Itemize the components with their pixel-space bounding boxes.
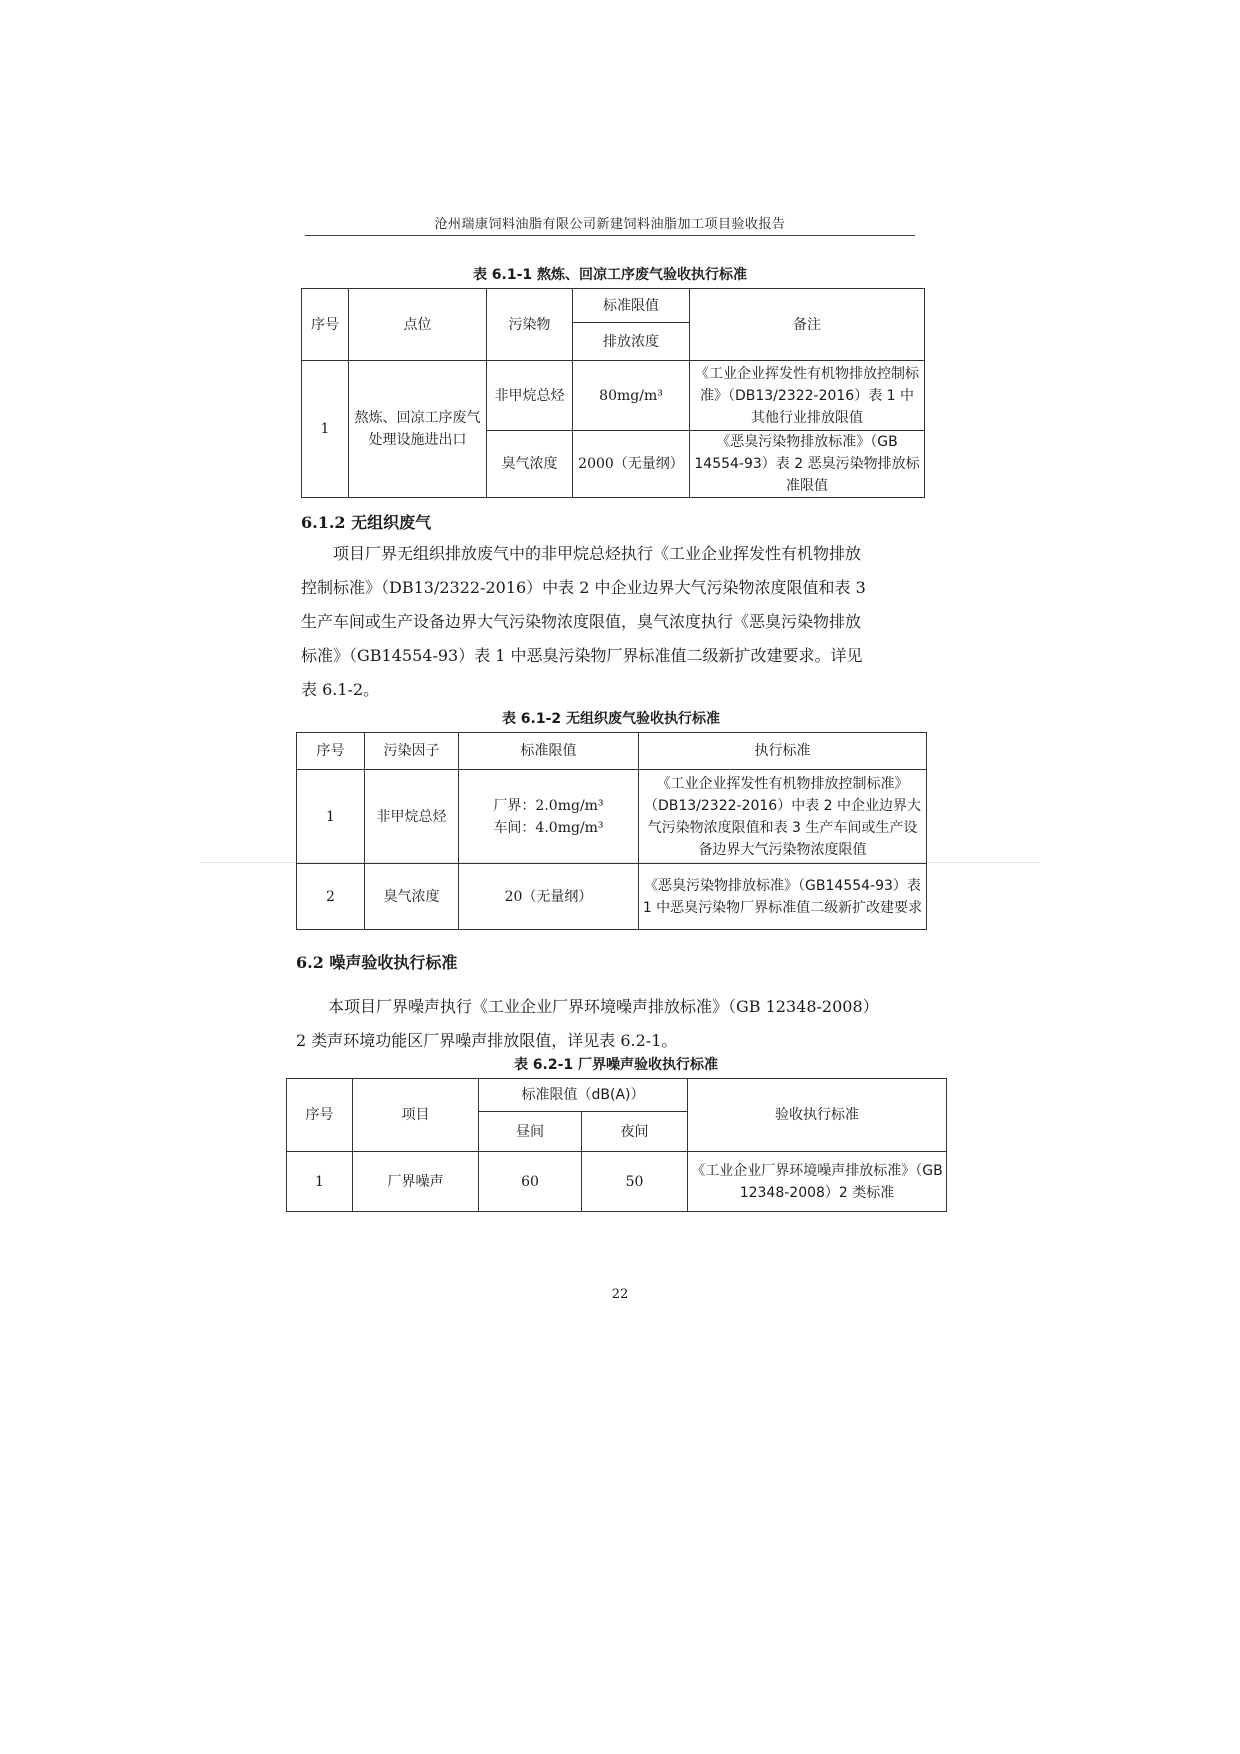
t3-header-seq: 序号 xyxy=(287,1079,353,1152)
paragraph-line: 2 类声环境功能区厂界噪声排放限值，详见表 6.2-1。 xyxy=(296,1031,678,1050)
paragraph-line: 本项目厂界噪声执行《工业企业厂界环境噪声排放标准》（GB 12348-2008） xyxy=(328,997,879,1016)
section-6-1-2-paragraph xyxy=(301,537,921,707)
t1-row-pollutant: 臭气浓度 xyxy=(487,431,573,498)
table1-caption: 表 6.1-1 熬炼、回凉工序废气验收执行标准 xyxy=(472,267,748,283)
t3-row-item: 厂界噪声 xyxy=(353,1152,479,1212)
t2-row-standard: 《恶臭污染物排放标准》（GB14554-93）表 1 中恶臭污染物厂界标准值二级新扩改建要求 xyxy=(639,864,927,930)
paragraph-line: 生产车间或生产设备边界大气污染物浓度限值，臭气浓度执行《恶臭污染物排放 xyxy=(301,612,862,631)
t2-header-standard: 执行标准 xyxy=(639,733,927,770)
table2-caption: 表 6.1-2 无组织废气验收执行标准 xyxy=(501,711,721,727)
table1 xyxy=(301,288,925,498)
t2-header-limit: 标准限值 xyxy=(459,733,639,770)
t3-header-item: 项目 xyxy=(353,1079,479,1152)
t2-row-standard: 《工业企业挥发性有机物排放控制标准》（DB13/2322-2016）中表 2 中企业边界大气污染物浓度限值和表 3 生产车间或生产设备边界大气污染物浓度限值 xyxy=(639,770,927,864)
t3-header-night: 夜间 xyxy=(582,1112,688,1152)
t2-limit-line: 厂界：2.0mg/m³ xyxy=(493,797,604,814)
t1-header-point: 点位 xyxy=(349,289,487,361)
paragraph-line: 标准》（GB14554-93）表 1 中恶臭污染物厂界标准值二级新扩改建要求。详见 xyxy=(301,646,863,665)
t3-row-seq: 1 xyxy=(287,1152,353,1212)
t1-row-value: 80mg/m³ xyxy=(573,361,690,431)
section-6-2-heading: 6.2 噪声验收执行标准 xyxy=(296,953,458,972)
running-header: 沧州瑞康饲料油脂有限公司新建饲料油脂加工项目验收报告 xyxy=(434,217,786,232)
paragraph-line: 项目厂界无组织排放废气中的非甲烷总烃执行《工业企业挥发性有机物排放 xyxy=(333,544,862,563)
t2-row-factor: 非甲烷总烃 xyxy=(365,770,459,864)
t1-header-limit: 标准限值 xyxy=(573,289,690,323)
t3-header-limit: 标准限值（dB(A)） xyxy=(479,1079,688,1112)
section-6-2-paragraph xyxy=(296,990,926,1058)
t1-header-conc: 排放浓度 xyxy=(573,323,690,361)
section-6-1-2-heading: 6.1.2 无组织废气 xyxy=(301,513,432,532)
t1-row-note: 《恶臭污染物排放标准》（GB 14554-93）表 2 恶臭污染物排放标准限值 xyxy=(690,431,925,498)
page-number: 22 xyxy=(611,1287,629,1302)
t3-row-day: 60 xyxy=(479,1152,582,1212)
t3-header-day: 昼间 xyxy=(479,1112,582,1152)
t2-header-factor: 污染因子 xyxy=(365,733,459,770)
t1-header-seq: 序号 xyxy=(302,289,349,361)
t2-row-limit: 20（无量纲） xyxy=(459,864,639,930)
table2 xyxy=(296,732,927,930)
t1-row-seq: 1 xyxy=(302,361,349,498)
t3-row-standard: 《工业企业厂界环境噪声排放标准》（GB 12348-2008）2 类标准 xyxy=(688,1152,947,1212)
table3-caption: 表 6.2-1 厂界噪声验收执行标准 xyxy=(513,1057,719,1073)
paragraph-line: 表 6.1-2。 xyxy=(301,680,380,699)
t3-row-night: 50 xyxy=(582,1152,688,1212)
t3-header-standard: 验收执行标准 xyxy=(688,1079,947,1152)
t2-limit-line: 车间：4.0mg/m³ xyxy=(493,819,604,836)
t2-row-seq: 2 xyxy=(297,864,365,930)
t2-row-limit xyxy=(459,770,639,864)
t1-row-pollutant: 非甲烷总烃 xyxy=(487,361,573,431)
t1-row-point: 熬炼、回凉工序废气处理设施进出口 xyxy=(349,361,487,498)
t2-row-factor: 臭气浓度 xyxy=(365,864,459,930)
t2-header-seq: 序号 xyxy=(297,733,365,770)
paragraph-line: 控制标准》（DB13/2322-2016）中表 2 中企业边界大气污染物浓度限值和表 3 xyxy=(301,578,866,597)
t1-header-pollutant: 污染物 xyxy=(487,289,573,361)
t1-header-note: 备注 xyxy=(690,289,925,361)
table3 xyxy=(286,1078,947,1212)
t1-row-value: 2000（无量纲） xyxy=(573,431,690,498)
t1-row-note: 《工业企业挥发性有机物排放控制标准》（DB13/2322-2016）表 1 中其他行业排放限值 xyxy=(690,361,925,431)
t2-row-seq: 1 xyxy=(297,770,365,864)
header-rule xyxy=(305,235,915,236)
